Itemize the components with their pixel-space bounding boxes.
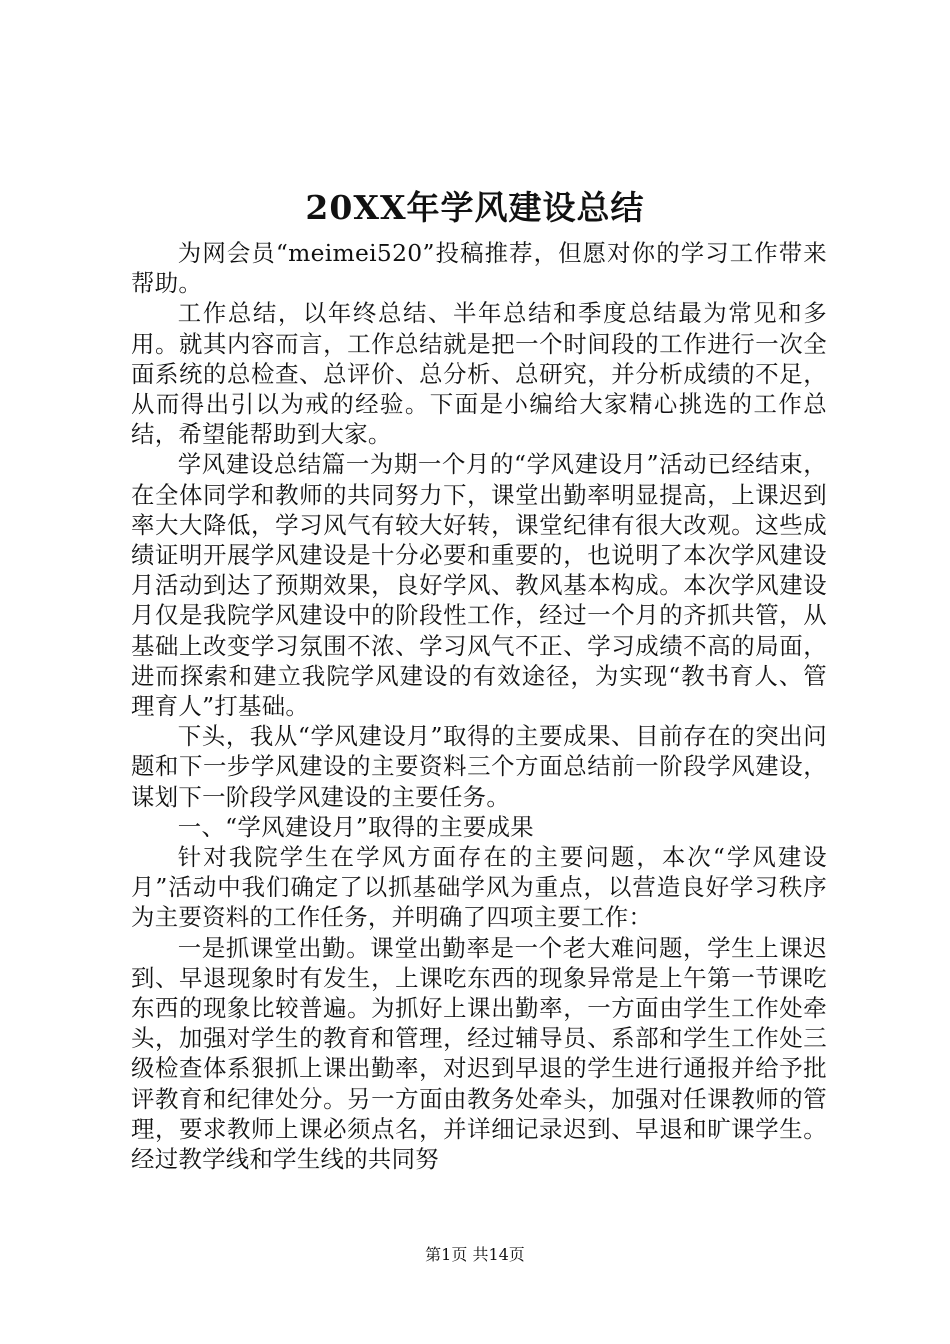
paragraph: 针对我院学生在学风方面存在的主要问题，本次“学风建设月”活动中我们确定了以抓基础学风为重点，以营造良好学习秩序为主要资料的工作任务，并明确了四项主要工作： [131,843,827,932]
paragraph: 学风建设总结篇一为期一个月的“学风建设月”活动已经结束，在全体同学和教师的共同努力下，课堂出勤率明显提高，上课迟到率大大降低，学习风气有较大好转，课堂纪律有很大改观。这些成绩证明开展学风建设是十分必要和重要的，也说明了本次学风建设月活动到达了预期效果，良好学风、教风基本构成。本次学风建设月仅是我院学风建设中的阶段性工作，经过一个月的齐抓共管，从基础上改变学习氛围不浓、学习风气不正、学习成绩不高的局面，进而探索和建立我院学风建设的有效途径，为实现“教书育人、管理育人”打基础。 [131,450,827,721]
document-body [131,238,827,1174]
paragraph: 为网会员“meimei520”投稿推荐，但愿对你的学习工作带来帮助。 [131,239,827,298]
paragraph: 一是抓课堂出勤。课堂出勤率是一个老大难问题，学生上课迟到、早退现象时有发生，上课吃东西的现象异常是上午第一节课吃东西的现象比较普遍。为抓好上课出勤率，一方面由学生工作处牵头，加强对学生的教育和管理，经过辅导员、系部和学生工作处三级检查体系狠抓上课出勤率，对迟到早退的学生进行通报并给予批评教育和纪律处分。另一方面由教务处牵头，加强对任课教师的管理，要求教师上课必须点名，并详细记录迟到、早退和旷课学生。经过教学线和学生线的共同努 [131,933,827,1174]
paragraph: 工作总结，以年终总结、半年总结和季度总结最为常见和多用。就其内容而言，工作总结就是把一个时间段的工作进行一次全面系统的总检查、总评价、总分析、总研究，并分析成绩的不足，从而得出引以为戒的经验。下面是小编给大家精心挑选的工作总结，希望能帮助到大家。 [131,299,827,449]
section-heading: 一、“学风建设月”取得的主要成果 [177,812,534,841]
document-title: 20XX年学风建设总结 [305,188,645,227]
paragraph: 下头，我从“学风建设月”取得的主要成果、目前存在的突出问题和下一步学风建设的主要资料三个方面总结前一阶段学风建设，谋划下一阶段学风建设的主要任务。 [131,722,827,811]
page-number-footer: 第1页 共14页 [425,1245,525,1264]
